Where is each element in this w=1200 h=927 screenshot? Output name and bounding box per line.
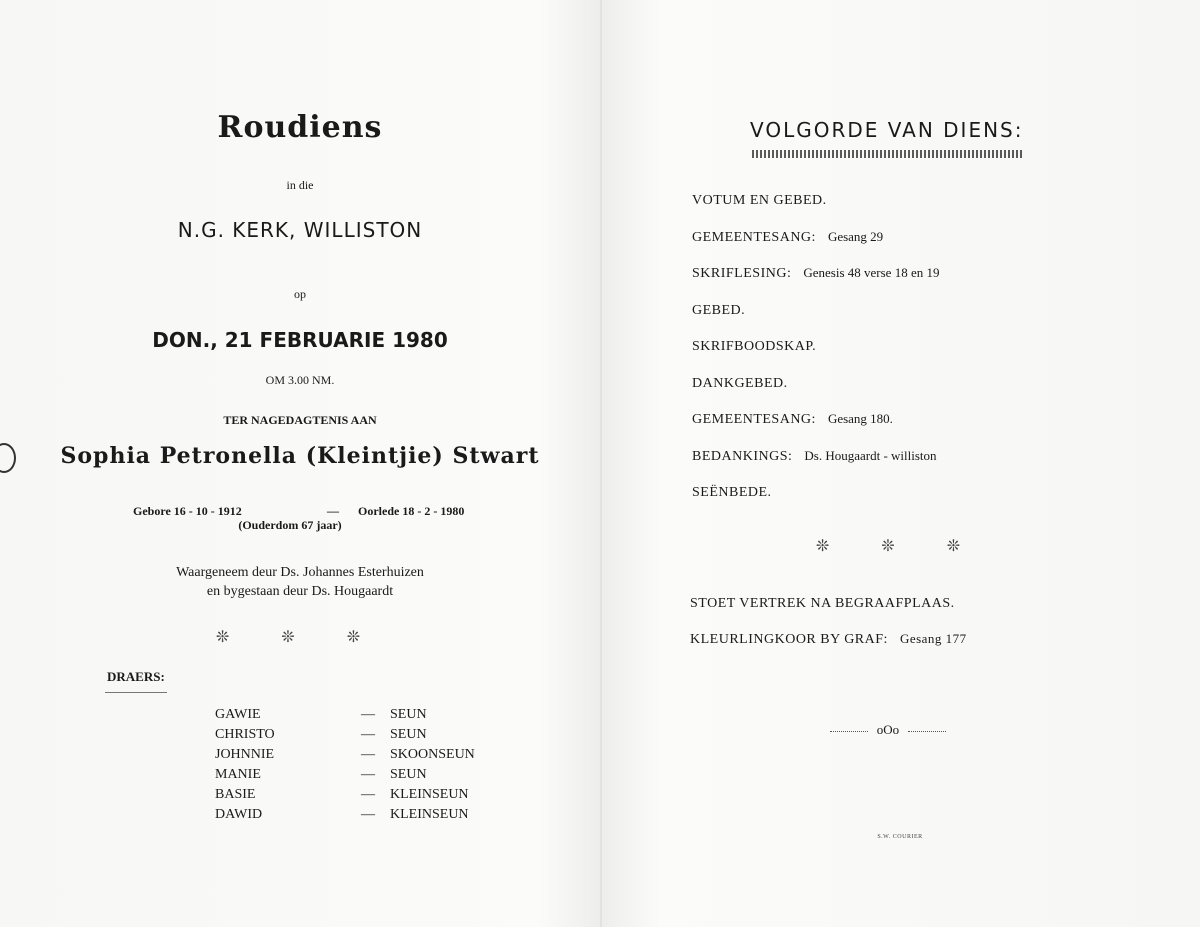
heading-dotted-rule	[752, 150, 1024, 158]
order-of-service-heading: VOLGORDE VAN DIENS:	[750, 118, 1024, 142]
right-page	[600, 0, 1200, 927]
bearer-row	[215, 727, 535, 747]
service-time: OM 3.00 NM.	[265, 373, 335, 387]
service-item-value: Gesang 180.	[827, 411, 893, 426]
service-item-value: Gesang 29	[827, 228, 884, 244]
service-item	[692, 448, 939, 485]
service-item-label: GEMEENTESANG:	[692, 229, 816, 245]
service-item	[692, 338, 939, 375]
bearer-dash: —	[361, 707, 375, 722]
church-name: N.G. KERK, WILLISTON	[177, 218, 423, 242]
bearer-row	[215, 747, 535, 767]
procession-text: STOET VERTREK NA BEGRAAFPLAAS.	[690, 596, 955, 611]
order-of-service-list	[692, 192, 939, 521]
service-date: DON., 21 FEBRUARIE 1980	[152, 328, 448, 352]
officiant-line-2: en bygestaan deur Ds. Hougaardt	[206, 584, 394, 599]
bearer-dash: —	[361, 747, 375, 762]
bearer-relation: SKOONSEUN	[390, 747, 475, 762]
bearer-row	[215, 807, 535, 827]
death-date: Oorlede 18 - 2 - 1980	[358, 504, 465, 518]
birth-date: Gebore 16 - 10 - 1912	[133, 504, 242, 518]
service-item	[692, 411, 939, 448]
bearer-relation: SEUN	[390, 727, 427, 742]
service-item	[692, 484, 939, 521]
bearer-dash: —	[361, 727, 375, 742]
date-dash: —	[327, 504, 339, 518]
in-memory-text: TER NAGEDAGTENIS AAN	[223, 413, 377, 427]
bearers-list	[215, 707, 535, 827]
bearer-row	[215, 707, 535, 727]
bearer-dash: —	[361, 767, 375, 782]
bearer-name: DAWID	[215, 807, 263, 822]
bearer-dash: —	[361, 807, 375, 822]
service-item-label: VOTUM EN GEBED.	[692, 193, 827, 208]
bearer-name: MANIE	[215, 767, 261, 782]
officiant-line-1: Waargeneem deur Ds. Johannes Esterhuizen	[176, 565, 424, 580]
bearers-heading: DRAERS:	[107, 669, 165, 684]
in-die-text: in die	[286, 178, 314, 192]
choir-line	[690, 631, 967, 648]
bearer-relation: SEUN	[390, 767, 427, 782]
service-item	[692, 229, 939, 266]
service-item-label: BEDANKINGS:	[692, 448, 793, 464]
service-item	[692, 265, 939, 302]
service-item	[692, 375, 939, 412]
bearers-underline	[105, 692, 167, 693]
bearer-relation: SEUN	[390, 707, 427, 722]
bearer-relation: KLEINSEUN	[390, 807, 469, 822]
star-separator-icon: ❊ ❊ ❊	[215, 629, 385, 646]
deceased-name: Sophia Petronella (Kleintjie) Stwart	[60, 443, 540, 469]
service-item-value: Genesis 48 verse 18 en 19	[803, 265, 940, 280]
bearer-name: JOHNNIE	[215, 747, 275, 762]
service-item-label: GEBED.	[692, 302, 746, 318]
printer-imprint: S.W. COURIER	[877, 834, 923, 840]
service-title: Roudiens	[217, 110, 383, 145]
service-item-value: Ds. Hougaardt - williston	[804, 447, 937, 463]
age-text: (Ouderdom 67 jaar)	[238, 518, 342, 532]
bearer-name: BASIE	[215, 787, 256, 802]
bearer-row	[215, 787, 535, 807]
choir-hymn: Gesang 177	[899, 631, 967, 646]
op-text: op	[294, 287, 306, 301]
choir-label: KLEURLINGKOOR BY GRAF:	[690, 632, 888, 647]
service-item-label: SKRIFLESING:	[692, 266, 792, 281]
service-item	[692, 302, 939, 339]
service-item	[692, 192, 939, 229]
bearer-name: CHRISTO	[215, 727, 275, 742]
service-item-label: DANKGEBED.	[692, 375, 788, 391]
bearer-name: GAWIE	[215, 707, 261, 722]
service-item-label: GEMEENTESANG:	[692, 412, 816, 427]
service-item-label: SKRIFBOODSKAP.	[692, 339, 817, 354]
bearer-row	[215, 767, 535, 787]
bearer-relation: KLEINSEUN	[390, 787, 469, 802]
service-item-label: SEËNBEDE.	[692, 485, 772, 500]
closing-ornament: oOo	[830, 722, 946, 738]
star-separator-icon: ❊ ❊ ❊	[815, 538, 985, 555]
bearer-dash: —	[361, 787, 375, 802]
